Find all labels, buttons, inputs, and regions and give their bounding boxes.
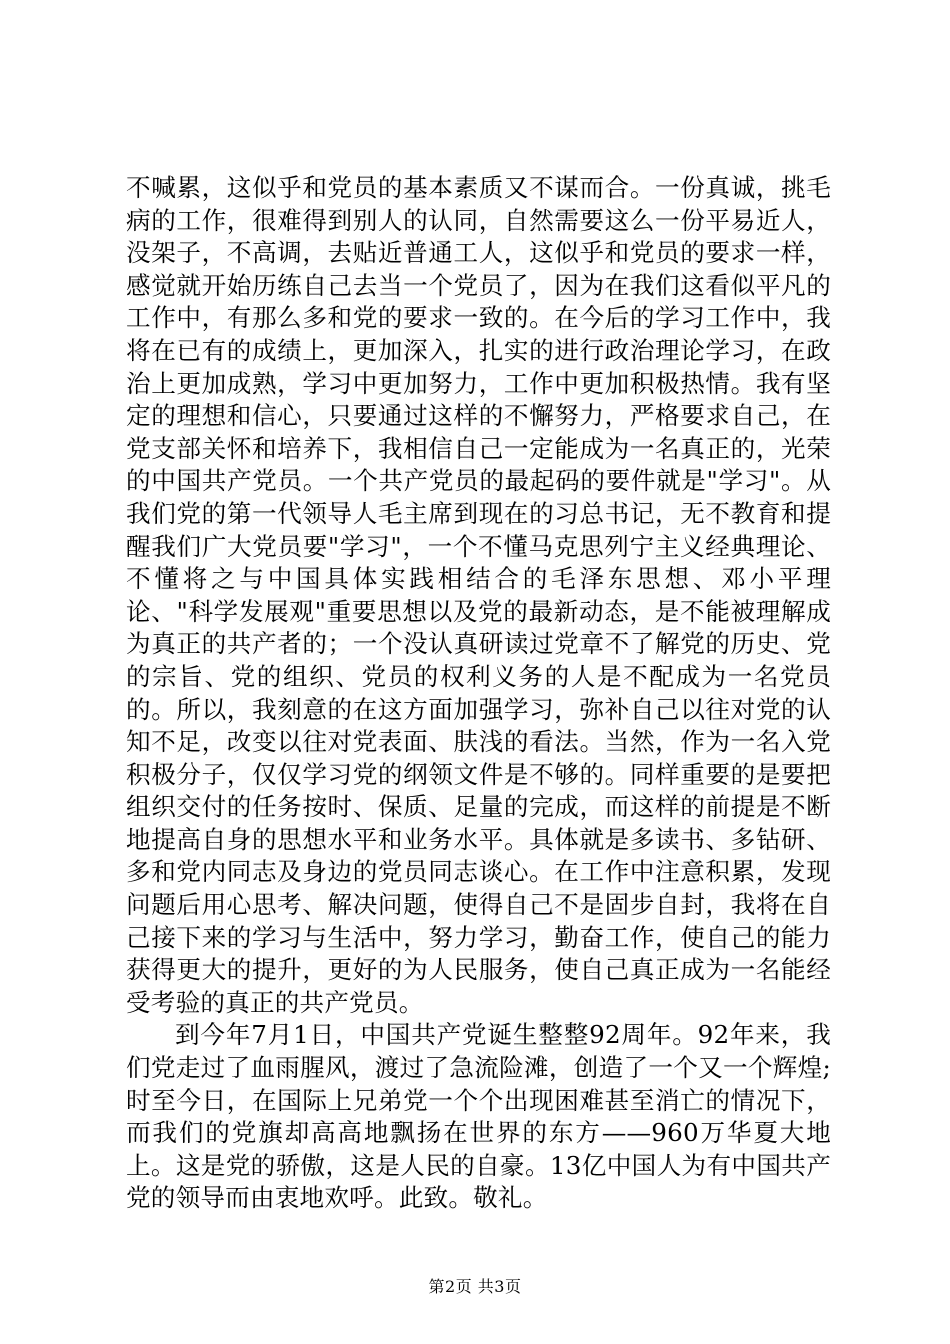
- document-body: [126, 172, 831, 1215]
- page-footer: [0, 1277, 950, 1297]
- page-number-indicator: 第2页 共3页: [428, 1277, 522, 1296]
- body-paragraph-2: 到今年7月1日，中国共产党诞生整整92周年。92年来，我们党走过了血雨腥风，渡过了急流险滩，创造了一个又一个辉煌;时至今日，在国际上兄弟党一个个出现困难甚至消亡的情况下，而我们的党旗却高高地飘扬在世界的东方——960万华夏大地上。这是党的骄傲，这是人民的自豪。13亿中国人为有中国共产党的领导而由衷地欢呼。此致。敬礼。: [126, 1020, 831, 1213]
- body-paragraph-1: 不喊累，这似乎和党员的基本素质又不谋而合。一份真诚，挑毛病的工作，很难得到别人的认同，自然需要这么一份平易近人，没架子，不高调，去贴近普通工人，这似乎和党员的要求一样，感觉就开始历练自己去当一个党员了，因为在我们这看似平凡的工作中，有那么多和党的要求一致的。在今后的学习工作中，我将在已有的成绩上，更加深入，扎实的进行政治理论学习，在政治上更加成熟，学习中更加努力，工作中更加积极热情。我有坚定的理想和信心，只要通过这样的不懈努力，严格要求自己，在党支部关怀和培养下，我相信自己一定能成为一名真正的，光荣的中国共产党员。一个共产党员的最起码的要件就是"学习"。从我们党的第一代领导人毛主席到现在的习总书记，无不教育和提醒我们广大党员要"学习"，一个不懂马克思列宁主义经典理论、不懂将之与中国具体实践相结合的毛泽东思想、邓小平理论、"科学发展观"重要思想以及党的最新动态，是不能被理解成为真正的共产者的；一个没认真研读过党章不了解党的历史、党的宗旨、党的组织、党员的权利义务的人是不配成为一名党员的。所以，我刻意的在这方面加强学习，弥补自己以往对党的认知不足，改变以往对党表面、肤浅的看法。当然，作为一名入党积极分子，仅仅学习党的纲领文件是不够的。同样重要的是要把组织交付的任务按时、保质、足量的完成，而这样的前提是不断地提高自身的思想水平和业务水平。具体就是多读书、多钻研、多和党内同志及身边的党员同志谈心。在工作中注意积累，发现问题后用心思考、解决问题，使得自己不是固步自封，我将在自己接下来的学习与生活中，努力学习，勤奋工作，使自己的能力获得更大的提升，更好的为人民服务，使自己真正成为一名能经受考验的真正的共产党员。: [126, 173, 831, 1017]
